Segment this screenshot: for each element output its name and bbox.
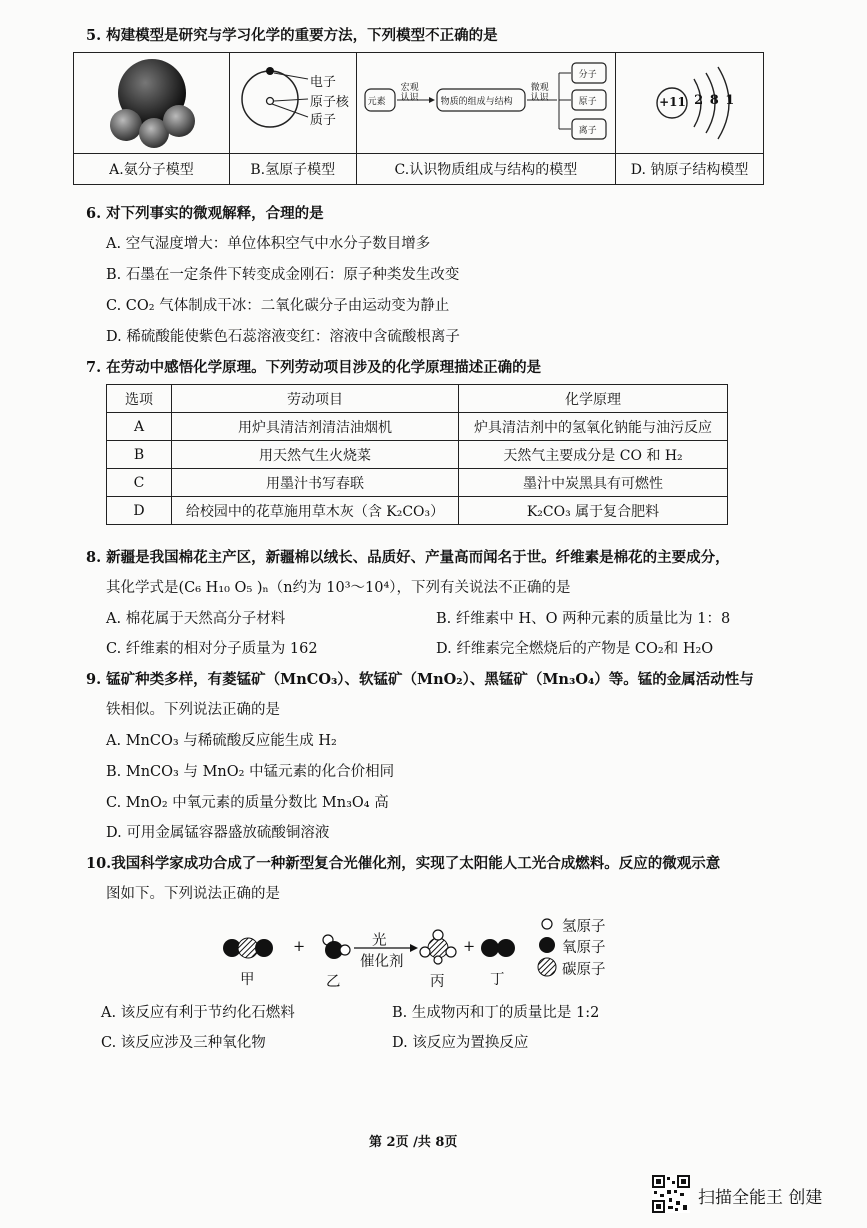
table-row <box>107 469 728 497</box>
caption-d: D. 钠原子结构模型 <box>616 154 764 185</box>
d-nucleus: +11 <box>659 95 686 109</box>
ammonia-model-cell <box>74 53 230 154</box>
hydrogen-model-cell <box>229 53 356 154</box>
label-proton: 质子 <box>309 113 336 128</box>
caption-c: C.认识物质组成与结构的模型 <box>356 154 616 185</box>
q6-option-c: C. CO₂ 气体制成干冰：二氧化碳分子由运动变为静止 <box>106 298 450 314</box>
q8-option-b: B. 纤维素中 H、O 两种元素的质量比为 1：8 <box>436 611 731 627</box>
q7-cell: 天然气主要成分是 CO 和 H₂ <box>459 441 728 469</box>
plus-sign-1: + <box>293 939 306 955</box>
q10-option-b: B. 生成物丙和丁的质量比是 1:2 <box>392 1005 600 1021</box>
q7-cell: A <box>107 413 172 441</box>
q6-option-b: B. 石墨在一定条件下转变成金刚石：原子种类发生改变 <box>106 267 460 283</box>
c-element: 元素 <box>367 97 386 107</box>
c-ion: 离子 <box>578 126 597 136</box>
q8-option-c: C. 纤维素的相对分子质量为 162 <box>106 641 318 657</box>
q5-stem: 5. 构建模型是研究与学习化学的重要方法，下列模型不正确的是 <box>86 27 498 44</box>
q9-option-c: C. MnO₂ 中氧元素的质量分数比 Mn₃O₄ 高 <box>106 795 389 811</box>
plus-sign-2: + <box>463 939 476 955</box>
page-number: 第 2页 /共 8页 <box>369 1135 458 1150</box>
c-micro: 微观认识 <box>530 83 549 103</box>
table-row <box>107 497 728 525</box>
q8-option-d: D. 纤维素完全燃烧后的产物是 CO₂和 H₂O <box>436 641 714 657</box>
caption-b: B.氢原子模型 <box>229 154 356 185</box>
q7-cell: 墨汁中炭黑具有可燃性 <box>459 469 728 497</box>
q9-option-b: B. MnCO₃ 与 MnO₂ 中锰元素的化合价相同 <box>106 764 395 780</box>
q7-cell: 炉具清洁剂中的氢氧化钠能与油污反应 <box>459 413 728 441</box>
q9-stem-line1: 9. 锰矿种类多样，有菱锰矿（MnCO₃）、软锰矿（MnO₂）、黑锰矿（Mn₃O₄）等。锰的金属活动性与 <box>86 671 754 688</box>
concept-model-cell <box>356 53 616 154</box>
q7-table <box>106 384 728 525</box>
q6-option-d: D. 稀硫酸能使紫色石蕊溶液变红：溶液中含硫酸根离子 <box>106 329 460 345</box>
q7-cell: 用天然气生火烧菜 <box>172 441 459 469</box>
c-atom: 原子 <box>578 97 597 107</box>
q7-cell: C <box>107 469 172 497</box>
q10-stem-line1: 10.我国科学家成功合成了一种新型复合光催化剂，实现了太阳能人工光合成燃料。反应的微观示意 <box>86 855 721 872</box>
q7-cell: 用炉具清洁剂清洁油烟机 <box>172 413 459 441</box>
q10-option-d: D. 该反应为置换反应 <box>392 1035 529 1051</box>
legend-oxygen: 氧原子 <box>562 940 606 956</box>
label-electron: 电子 <box>309 75 336 90</box>
q8-stem-line2: 其化学式是(C₆ H₁₀ O₅ )ₙ（n约为 10³～10⁴），下列有关说法不正确的是 <box>106 580 571 596</box>
ammonia-molecule-image <box>74 53 228 149</box>
q10-stem-line2: 图如下。下列说法正确的是 <box>106 886 280 902</box>
arrow-light: 光 <box>372 933 387 949</box>
table-row <box>107 441 728 469</box>
q10-option-a: A. 该反应有利于节约化石燃料 <box>101 1005 295 1021</box>
q7-header-principle: 化学原理 <box>459 385 728 413</box>
c-center: 物质的组成与结构 <box>440 97 513 107</box>
q8-stem-line1: 8. 新疆是我国棉花主产区，新疆棉以绒长、品质好、产量高而闻名于世。纤维素是棉花的主要成分， <box>86 549 730 566</box>
q7-stem: 7. 在劳动中感悟化学原理。下列劳动项目涉及的化学原理描述正确的是 <box>86 359 542 376</box>
species-jia: 甲 <box>240 972 255 988</box>
q6-option-a: A. 空气湿度增大：单位体积空气中水分子数目增多 <box>106 236 431 252</box>
sodium-model-cell <box>616 53 764 154</box>
c-macro: 宏观认识 <box>400 83 419 103</box>
caption-a: A.氨分子模型 <box>74 154 230 185</box>
scanner-watermark: 扫描全能王 创建 <box>698 1188 823 1208</box>
arrow-catalyst: 催化剂 <box>360 954 404 970</box>
q7-header-labor: 劳动项目 <box>172 385 459 413</box>
c-molecule: 分子 <box>578 70 597 80</box>
sodium-atom-image <box>616 55 762 151</box>
qr-code-icon <box>652 1175 690 1213</box>
legend-hydrogen: 氢原子 <box>562 919 606 935</box>
d-shells: 2 8 1 <box>694 93 736 108</box>
q10-option-c: C. 该反应涉及三种氧化物 <box>101 1035 266 1051</box>
q7-cell: D <box>107 497 172 525</box>
species-bing: 丙 <box>430 974 445 990</box>
q6-stem: 6. 对下列事实的微观解释，合理的是 <box>86 205 324 222</box>
q7-cell: K₂CO₃ 属于复合肥料 <box>459 497 728 525</box>
q7-cell: B <box>107 441 172 469</box>
q7-header-option: 选项 <box>107 385 172 413</box>
species-yi: 乙 <box>326 974 341 990</box>
reaction-diagram <box>200 912 620 992</box>
q9-option-a: A. MnCO₃ 与稀硫酸反应能生成 H₂ <box>106 733 337 749</box>
reaction-molecules <box>200 912 620 992</box>
q7-cell: 用墨汁书写春联 <box>172 469 459 497</box>
legend-carbon: 碳原子 <box>562 962 606 978</box>
q9-option-d: D. 可用金属锰容器盛放硫酸铜溶液 <box>106 825 330 841</box>
table-row <box>107 413 728 441</box>
q7-cell: 给校园中的花草施用草木灰（含 K₂CO₃） <box>172 497 459 525</box>
species-ding: 丁 <box>490 972 505 988</box>
q8-option-a: A. 棉花属于天然高分子材料 <box>106 611 286 627</box>
label-nucleus: 原子核 <box>309 95 349 110</box>
q5-model-table <box>73 52 764 185</box>
q9-stem-line2: 铁相似。下列说法正确的是 <box>106 702 280 718</box>
